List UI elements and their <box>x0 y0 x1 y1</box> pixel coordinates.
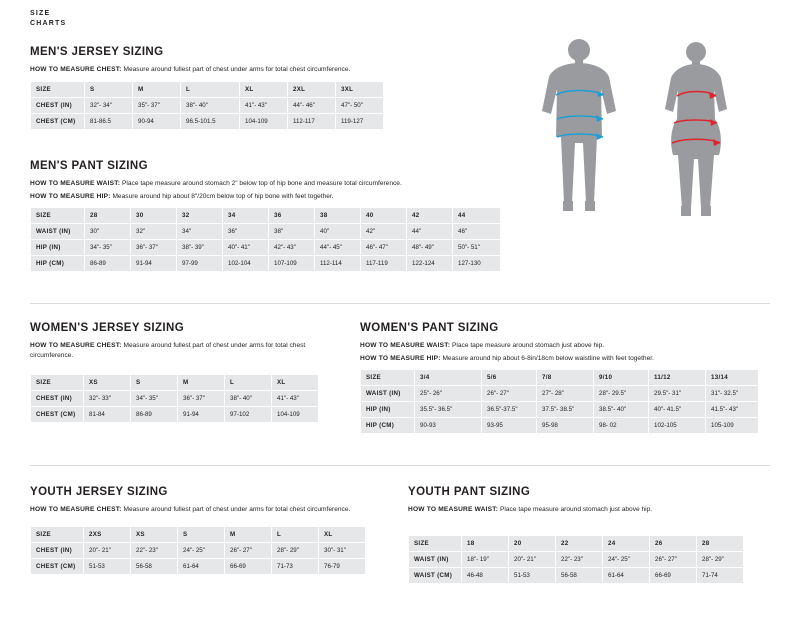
col-header: 3XL <box>336 81 384 97</box>
page-title-line2: CHARTS <box>30 20 67 27</box>
divider-1 <box>30 303 770 304</box>
cell: 36"- 37" <box>178 391 225 407</box>
col-header: 20 <box>509 535 556 551</box>
cell: 38"- 40" <box>225 391 272 407</box>
table-row <box>31 391 319 407</box>
cell: 46-48 <box>462 567 509 583</box>
divider-2 <box>30 465 770 466</box>
col-header: 11/12 <box>649 370 706 386</box>
male-body-diagram <box>542 39 616 211</box>
instruction-mens-jersey-chest <box>30 65 510 75</box>
row-header: CHEST (IN) <box>31 97 85 113</box>
instruction-label: HOW TO MEASURE CHEST: <box>30 66 122 73</box>
cell: 29.5"- 31" <box>649 386 706 402</box>
row-header: CHEST (IN) <box>31 542 84 558</box>
cell: 36"- 37" <box>131 240 177 256</box>
page-title <box>30 9 90 29</box>
cell: 38"- 39" <box>177 240 223 256</box>
cell: 112-117 <box>288 113 336 129</box>
instruction-youth-jersey-chest <box>30 505 360 515</box>
col-header: S <box>85 81 133 97</box>
col-header: 42 <box>407 208 453 224</box>
col-header: L <box>272 526 319 542</box>
cell: 38.5"- 40" <box>594 402 649 418</box>
section-youth-pant <box>408 486 768 584</box>
cell: 102-105 <box>649 418 706 434</box>
cell: 119-127 <box>336 113 384 129</box>
cell: 26"- 27" <box>482 386 537 402</box>
cell: 86-89 <box>131 407 178 423</box>
table-header-row <box>31 375 319 391</box>
table-header-row <box>31 526 366 542</box>
cell: 81-84 <box>84 407 131 423</box>
instruction-text: Measure around fullest part of chest under arms for total chest circumference. <box>121 506 351 513</box>
col-header: XL <box>240 81 288 97</box>
cell: 61-64 <box>178 558 225 574</box>
page-title-line1: SIZE <box>30 10 51 17</box>
instruction-label: HOW TO MEASURE CHEST: <box>30 506 122 513</box>
cell: 37.5"- 38.5" <box>537 402 594 418</box>
table-row <box>361 402 759 418</box>
row-header: HIP (CM) <box>361 418 415 434</box>
col-header: S <box>178 526 225 542</box>
cell: 30"- 31" <box>319 542 366 558</box>
cell: 91-94 <box>178 407 225 423</box>
row-header: WAIST (IN) <box>409 551 462 567</box>
table-header-row <box>409 535 744 551</box>
cell: 34"- 35" <box>85 240 131 256</box>
cell: 24"- 25" <box>603 551 650 567</box>
col-header: XS <box>131 526 178 542</box>
cell: 93-95 <box>482 418 537 434</box>
table-row <box>361 386 759 402</box>
cell: 25"- 26" <box>415 386 482 402</box>
cell: 71-74 <box>697 567 744 583</box>
cell: 31"- 32.5" <box>706 386 759 402</box>
table-header-row <box>361 370 759 386</box>
col-header: SIZE <box>31 375 84 391</box>
cell: 127-130 <box>453 256 501 272</box>
table-youth-jersey <box>30 526 366 575</box>
section-title-womens-pant: WOMEN'S PANT SIZING <box>360 322 499 334</box>
cell: 90-93 <box>415 418 482 434</box>
cell: 71-73 <box>272 558 319 574</box>
cell: 22"- 23" <box>556 551 603 567</box>
col-header: 9/10 <box>594 370 649 386</box>
table-row <box>409 551 744 567</box>
female-body-diagram <box>665 42 727 216</box>
table-womens-jersey <box>30 374 319 423</box>
col-header: XL <box>272 375 319 391</box>
cell: 26"- 27" <box>650 551 697 567</box>
row-header: CHEST (CM) <box>31 407 84 423</box>
cell: 41"- 43" <box>240 97 288 113</box>
col-header: 2XL <box>288 81 336 97</box>
measurement-figures-svg <box>520 33 775 273</box>
col-header: 30 <box>131 208 177 224</box>
col-header: L <box>225 375 272 391</box>
col-header: M <box>225 526 272 542</box>
cell: 46"- 47" <box>361 240 407 256</box>
section-womens-jersey <box>30 322 350 423</box>
cell: 76-79 <box>319 558 366 574</box>
cell: 40" <box>315 224 361 240</box>
cell: 34"- 35" <box>131 391 178 407</box>
cell: 44" <box>407 224 453 240</box>
cell: 32"- 33" <box>84 391 131 407</box>
cell: 104-109 <box>272 407 319 423</box>
instruction-text: Measure around hip about 6-8in/18cm below waistline with feet together. <box>440 354 654 362</box>
table-row <box>31 224 501 240</box>
cell: 24"- 25" <box>178 542 225 558</box>
instruction-womens-pant-hip <box>360 354 780 364</box>
instruction-text: Measure around fullest part of chest under arms for total chest circumference. <box>30 342 306 359</box>
cell: 41.5"- 43" <box>706 402 759 418</box>
instruction-label: HOW TO MEASURE WAIST: <box>360 342 451 349</box>
col-header: 32 <box>177 208 223 224</box>
cell: 18"- 19" <box>462 551 509 567</box>
body-diagrams <box>520 33 775 273</box>
instruction-label: HOW TO MEASURE WAIST: <box>408 506 499 513</box>
cell: 32" <box>131 224 177 240</box>
table-mens-pant <box>30 207 501 272</box>
instruction-text: Place tape measure around stomach 2" below top of hip bone and measure total circumference. <box>120 180 402 187</box>
cell: 34" <box>177 224 223 240</box>
col-header: 13/14 <box>706 370 759 386</box>
col-header: 18 <box>462 535 509 551</box>
cell: 97-99 <box>177 256 223 272</box>
col-header: 22 <box>556 535 603 551</box>
col-header: 5/6 <box>482 370 537 386</box>
col-header: M <box>178 375 225 391</box>
col-header: XL <box>319 526 366 542</box>
instruction-youth-pant-waist <box>408 505 768 515</box>
cell: 86-89 <box>85 256 131 272</box>
col-header: 34 <box>223 208 269 224</box>
cell: 28"- 29" <box>272 542 319 558</box>
table-row <box>31 113 384 129</box>
cell: 66-69 <box>225 558 272 574</box>
cell: 46" <box>453 224 501 240</box>
cell: 97-102 <box>225 407 272 423</box>
table-youth-pant <box>408 535 744 584</box>
cell: 91-94 <box>131 256 177 272</box>
cell: 56-58 <box>131 558 178 574</box>
cell: 38" <box>269 224 315 240</box>
col-header: S <box>131 375 178 391</box>
instruction-label: HOW TO MEASURE HIP: <box>360 354 441 362</box>
instruction-text: Place tape measure around stomach just above hip. <box>498 506 653 513</box>
row-header: HIP (CM) <box>31 256 85 272</box>
instruction-womens-jersey-chest <box>30 341 318 360</box>
cell: 104-109 <box>240 113 288 129</box>
cell: 117-119 <box>361 256 407 272</box>
col-header: SIZE <box>361 370 415 386</box>
table-row <box>31 97 384 113</box>
instruction-mens-pant-hip <box>30 192 520 202</box>
col-header: SIZE <box>31 208 85 224</box>
cell: 42"- 43" <box>269 240 315 256</box>
col-header: 3/4 <box>415 370 482 386</box>
row-header: WAIST (IN) <box>31 224 85 240</box>
row-header: WAIST (IN) <box>361 386 415 402</box>
cell: 107-109 <box>269 256 315 272</box>
cell: 61-64 <box>603 567 650 583</box>
cell: 27"- 28" <box>537 386 594 402</box>
col-header: 28 <box>85 208 131 224</box>
cell: 98- 02 <box>594 418 649 434</box>
cell: 28"- 29.5" <box>594 386 649 402</box>
section-womens-pant <box>360 322 780 434</box>
cell: 122-124 <box>407 256 453 272</box>
cell: 95-98 <box>537 418 594 434</box>
cell: 36" <box>223 224 269 240</box>
col-header: 26 <box>650 535 697 551</box>
section-mens-jersey <box>30 46 510 130</box>
cell: 35"- 37" <box>133 97 181 113</box>
table-mens-jersey <box>30 81 384 130</box>
instruction-text: Measure around hip about 8"/20cm below top of hip bone with feet together. <box>110 192 334 200</box>
cell: 42" <box>361 224 407 240</box>
section-title-womens-jersey: WOMEN'S JERSEY SIZING <box>30 322 185 334</box>
col-header: 28 <box>697 535 744 551</box>
cell: 66-69 <box>650 567 697 583</box>
row-header: WAIST (CM) <box>409 567 462 583</box>
cell: 47"- 50" <box>336 97 384 113</box>
cell: 102-104 <box>223 256 269 272</box>
table-womens-pant <box>360 369 759 434</box>
instruction-label: HOW TO MEASURE CHEST: <box>30 342 122 349</box>
section-mens-pant <box>30 160 520 272</box>
col-header: 40 <box>361 208 407 224</box>
instruction-womens-pant-waist <box>360 341 780 351</box>
col-header: SIZE <box>409 535 462 551</box>
cell: 96.5-101.5 <box>181 113 240 129</box>
cell: 35.5"- 36.5" <box>415 402 482 418</box>
row-header: CHEST (CM) <box>31 558 84 574</box>
cell: 90-94 <box>133 113 181 129</box>
cell: 40"- 41.5" <box>649 402 706 418</box>
table-header-row <box>31 81 384 97</box>
table-row <box>31 542 366 558</box>
cell: 44"- 46" <box>288 97 336 113</box>
cell: 38"- 40" <box>181 97 240 113</box>
col-header: 38 <box>315 208 361 224</box>
cell: 81-86.5 <box>85 113 133 129</box>
cell: 44"- 45" <box>315 240 361 256</box>
cell: 40"- 41" <box>223 240 269 256</box>
table-row <box>31 240 501 256</box>
instruction-mens-pant-waist <box>30 179 520 189</box>
col-header: 44 <box>453 208 501 224</box>
table-row <box>31 407 319 423</box>
cell: 30" <box>85 224 131 240</box>
cell: 56-58 <box>556 567 603 583</box>
table-row <box>31 558 366 574</box>
row-header: HIP (IN) <box>361 402 415 418</box>
cell: 51-53 <box>84 558 131 574</box>
row-header: HIP (IN) <box>31 240 85 256</box>
col-header: 24 <box>603 535 650 551</box>
col-header: 36 <box>269 208 315 224</box>
col-header: 7/8 <box>537 370 594 386</box>
table-row <box>31 256 501 272</box>
table-row <box>409 567 744 583</box>
cell: 41"- 43" <box>272 391 319 407</box>
cell: 22"- 23" <box>131 542 178 558</box>
col-header: XS <box>84 375 131 391</box>
cell: 36.5"-37.5" <box>482 402 537 418</box>
cell: 112-114 <box>315 256 361 272</box>
row-header: CHEST (CM) <box>31 113 85 129</box>
cell: 20"- 21" <box>84 542 131 558</box>
cell: 48"- 49" <box>407 240 453 256</box>
col-header: L <box>181 81 240 97</box>
section-title-youth-jersey: YOUTH JERSEY SIZING <box>30 486 168 498</box>
cell: 50"- 51" <box>453 240 501 256</box>
row-header: CHEST (IN) <box>31 391 84 407</box>
instruction-text: Measure around fullest part of chest under arms for total chest circumference. <box>121 66 351 73</box>
cell: 28"- 29" <box>697 551 744 567</box>
instruction-label: HOW TO MEASURE WAIST: <box>30 180 121 187</box>
instruction-text: Place tape measure around stomach just above hip. <box>450 342 605 349</box>
table-row <box>361 418 759 434</box>
table-header-row <box>31 208 501 224</box>
cell: 51-53 <box>509 567 556 583</box>
section-youth-jersey <box>30 486 370 575</box>
instruction-label: HOW TO MEASURE HIP: <box>30 192 111 200</box>
section-title-youth-pant: YOUTH PANT SIZING <box>408 486 531 498</box>
cell: 26"- 27" <box>225 542 272 558</box>
section-title-mens-jersey: MEN'S JERSEY SIZING <box>30 46 164 58</box>
cell: 32"- 34" <box>85 97 133 113</box>
col-header: SIZE <box>31 81 85 97</box>
cell: 105-109 <box>706 418 759 434</box>
cell: 20"- 21" <box>509 551 556 567</box>
section-title-mens-pant: MEN'S PANT SIZING <box>30 160 148 172</box>
col-header: SIZE <box>31 526 84 542</box>
col-header: 2XS <box>84 526 131 542</box>
col-header: M <box>133 81 181 97</box>
